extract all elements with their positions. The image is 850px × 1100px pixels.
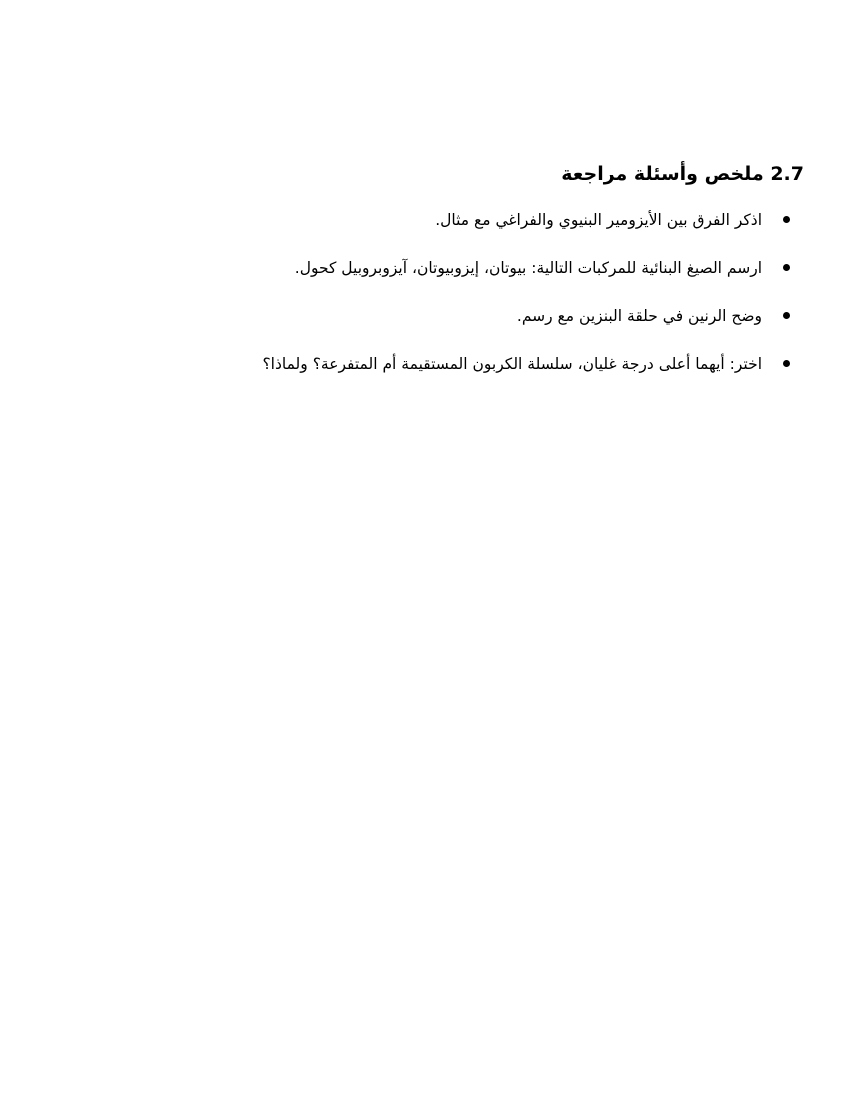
bullet-icon: [783, 216, 790, 223]
review-question: [190, 206, 790, 254]
section-heading: 2.7 ملخص وأسئلة مراجعة: [561, 163, 804, 185]
review-question: [190, 302, 790, 350]
review-question: [190, 254, 790, 302]
bullet-icon: [783, 312, 790, 319]
review-question-text: اختر: أيهما أعلى درجة غليان، سلسلة الكربون المستقيمة أم المتفرعة؟ ولماذا؟: [262, 355, 762, 373]
bullet-icon: [783, 360, 790, 367]
review-question: [190, 350, 790, 398]
review-question-text: اذكر الفرق بين الأيزومير البنيوي والفراغي مع مثال.: [435, 211, 762, 229]
review-question-text: وضح الرنين في حلقة البنزين مع رسم.: [516, 307, 762, 325]
review-question-text: ارسم الصيغ البنائية للمركبات التالية: بيوتان، إيزوبيوتان، آيزوبروبيل كحول.: [294, 259, 762, 277]
bullet-icon: [783, 264, 790, 271]
review-questions-list: [190, 206, 790, 398]
